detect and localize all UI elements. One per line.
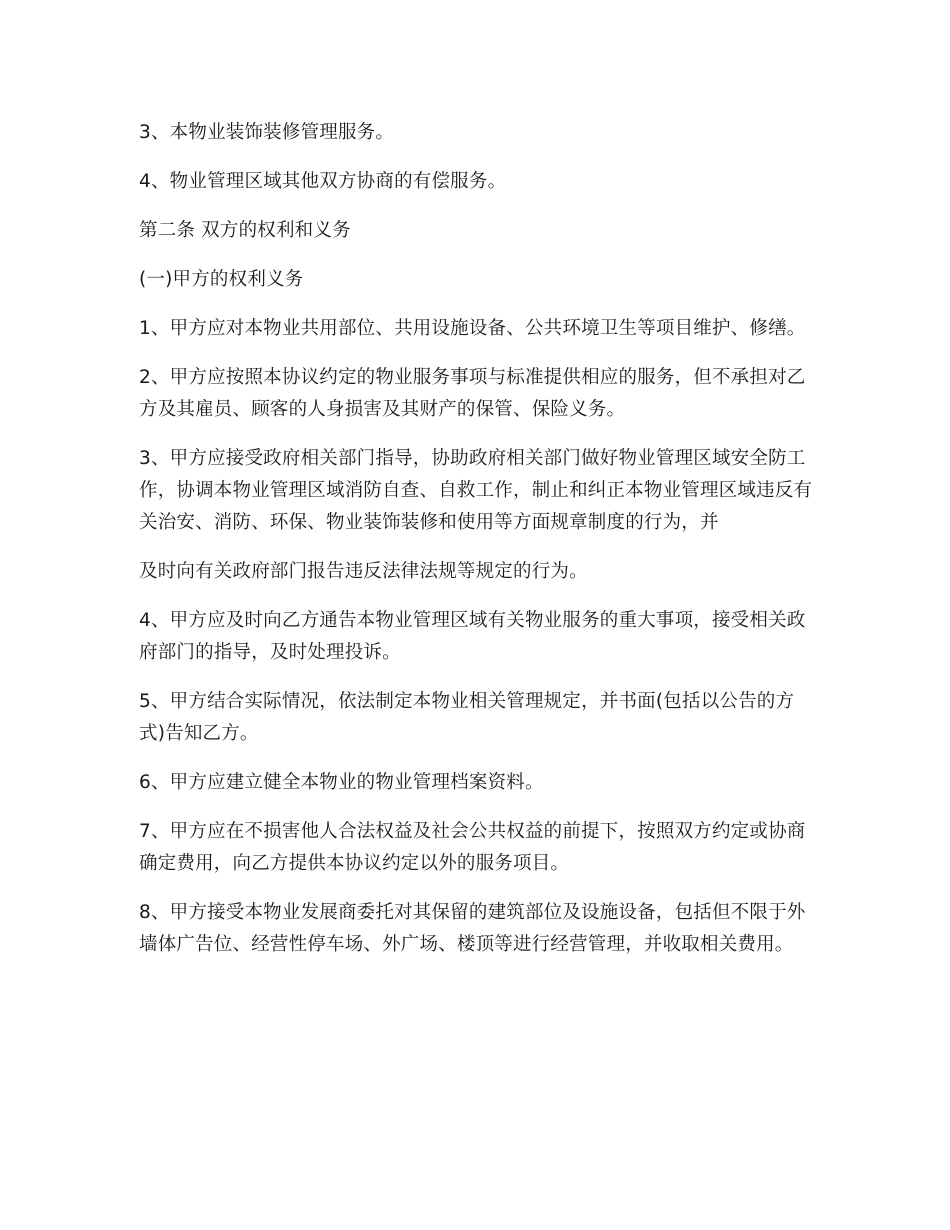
paragraph-duty-1: 1、甲方应对本物业共用部位、共用设施设备、公共环境卫生等项目维护、修缮。 bbox=[139, 318, 806, 339]
section-heading-article-2: 第二条 双方的权利和义务 bbox=[139, 220, 351, 241]
paragraph-service-item-4: 4、物业管理区域其他双方协商的有偿服务。 bbox=[139, 171, 507, 192]
paragraph-duty-6: 6、甲方应建立健全本物业的物业管理档案资料。 bbox=[139, 772, 544, 793]
paragraph-duty-3-continued: 及时向有关政府部门报告违反法律法规等规定的行为。 bbox=[139, 561, 588, 582]
paragraph-service-item-3: 3、本物业装饰装修管理服务。 bbox=[139, 122, 395, 143]
paragraph-duty-8: 8、甲方接受本物业发展商委托对其保留的建筑部位及设施设备，包括但不限于外墙体广告位、经营性停车场、外广场、楼顶等进行经营管理，并收取相关费用。 bbox=[139, 902, 806, 955]
document-body bbox=[139, 117, 819, 978]
paragraph-duty-3: 3、甲方应接受政府相关部门指导，协助政府相关部门做好物业管理区域安全防工作，协调本物业管理区域消防自查、自救工作，制止和纠正本物业管理区域违反有关治安、消防、环保、物业装饰装修和使用等方面规章制度的行为，并 bbox=[139, 448, 813, 533]
subsection-heading-party-a: (一)甲方的权利义务 bbox=[139, 269, 304, 290]
paragraph-duty-5: 5、甲方结合实际情况，依法制定本物业相关管理规定，并书面(包括以公告的方式)告知乙方。 bbox=[139, 691, 795, 744]
paragraph-duty-7: 7、甲方应在不损害他人合法权益及社会公共权益的前提下，按照双方约定或协商确定费用，向乙方提供本协议约定以外的服务项目。 bbox=[139, 821, 806, 874]
paragraph-duty-4: 4、甲方应及时向乙方通告本物业管理区域有关物业服务的重大事项，接受相关政府部门的指导，及时处理投诉。 bbox=[139, 610, 806, 663]
paragraph-duty-2: 2、甲方应按照本协议约定的物业服务事项与标准提供相应的服务，但不承担对乙方及其雇员、顾客的人身损害及其财产的保管、保险义务。 bbox=[139, 367, 806, 420]
